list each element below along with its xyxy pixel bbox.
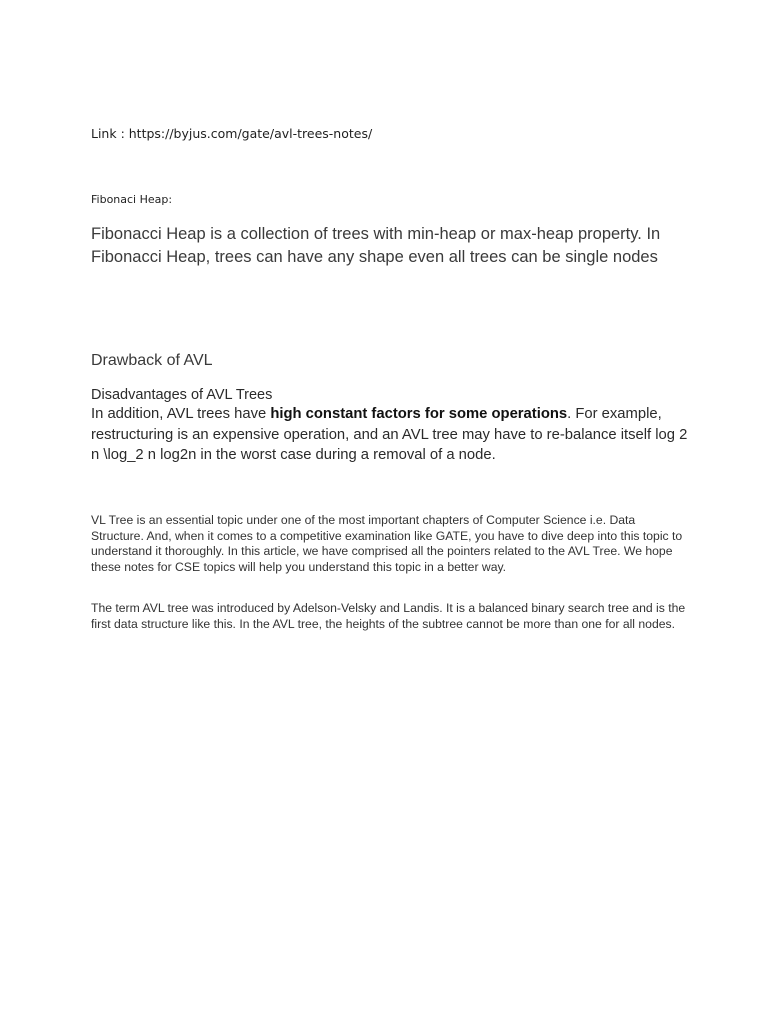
disadvantages-text-start: In addition, AVL trees have (91, 406, 271, 422)
disadvantages-bold-phrase: high constant factors for some operations (270, 406, 568, 422)
disadvantages-subheading: Disadvantages of AVL Trees (91, 387, 273, 403)
reference-link-line[interactable] (91, 126, 691, 141)
drawback-heading: Drawback of AVL (91, 352, 213, 369)
fibonacci-heap-label: Fibonaci Heap: (91, 193, 173, 206)
avl-notes-paragraph-1: VL Tree is an essential topic under one of the most important chapters of Computer Science i.e. Data Structure. And, when it comes to a competitive examination like GATE, you have to dive deep into this topic to understand it thoroughly. In this article, we have comprised all the pointers related to the AVL Tree. We hope these notes for CSE topics will help you understand this topic in a better way. (91, 513, 683, 574)
disadvantages-text-end: . For example, restructuring is an expensive operation, and an AVL tree may have to re-balance itself log 2 n \log_2 n log2n in the worst case during a removal of a node. (91, 406, 688, 463)
disadvantages-paragraph (91, 404, 691, 466)
reference-link-text[interactable]: Link : https://byjus.com/gate/avl-trees-notes/ (91, 126, 373, 141)
fibonacci-heap-definition: Fibonacci Heap is a collection of trees with min-heap or max-heap property. In Fibonacci Heap, trees can have any shape even all trees can be single nodes (91, 225, 661, 266)
avl-notes-paragraph-2: The term AVL tree was introduced by Adelson-Velsky and Landis. It is a balanced binary search tree and is the first data structure like this. In the AVL tree, the heights of the subtree cannot be more than one for all nodes. (91, 601, 686, 631)
